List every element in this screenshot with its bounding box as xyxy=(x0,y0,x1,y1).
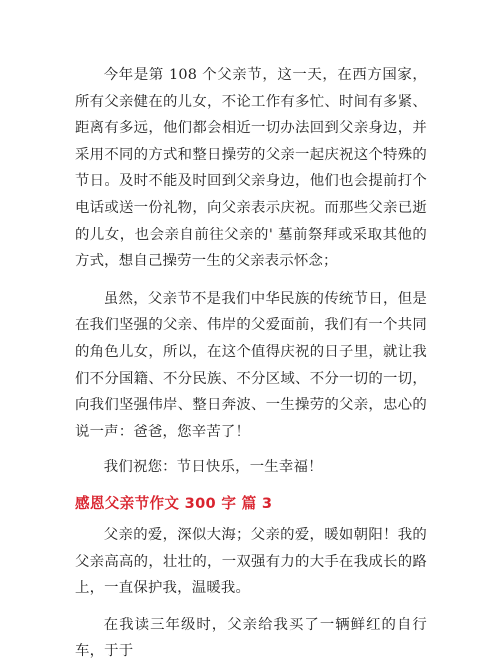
paragraph-blessing: 我们祝您：节日快乐，一生幸福！ xyxy=(103,459,323,476)
article-body xyxy=(75,62,427,665)
paragraph-bicycle: 在我读三年级时，父亲给我买了一辆鲜红的自行车，于于 xyxy=(75,616,427,660)
section-heading: 感恩父亲节作文 300 字 篇 3 xyxy=(75,494,273,512)
paragraph-fathers-love: 父亲的爱，深似大海；父亲的爱，暖如朝阳！我的父亲高高的，壮壮的，一双强有力的大手在我成长的路上，一直保护我，温暖我。 xyxy=(75,526,427,597)
paragraph-chinese-tradition: 虽然，父亲节不是我们中华民族的传统节日，但是在我们坚强的父亲、伟岸的父爱面前，我们有一个共同的角色儿女，所以，在这个值得庆祝的日子里，就让我们不分国籍、不分民族、不分区域、不分一切的一切，向我们坚强伟岸、整日奔波、一生操劳的父亲，忠心的说一声：爸爸，您辛苦了！ xyxy=(75,290,427,440)
paragraph-fathers-day-intro: 今年是第 108 个父亲节，这一天，在西方国家，所有父亲健在的儿女，不论工作有多忙、时间有多紧、距离有多远，他们都会相近一切办法回到父亲身边，并采用不同的方式和整日操劳的父亲一起庆祝这个特殊的节日。及时不能及时回到父亲身边，他们也会提前打个电话或送一份礼物，向父亲表示庆祝。而那些父亲已逝的儿女，也会亲自前往父亲的' 墓前祭拜或采取其他的方式，想自己操劳一生的父亲表示怀念； xyxy=(75,67,427,270)
